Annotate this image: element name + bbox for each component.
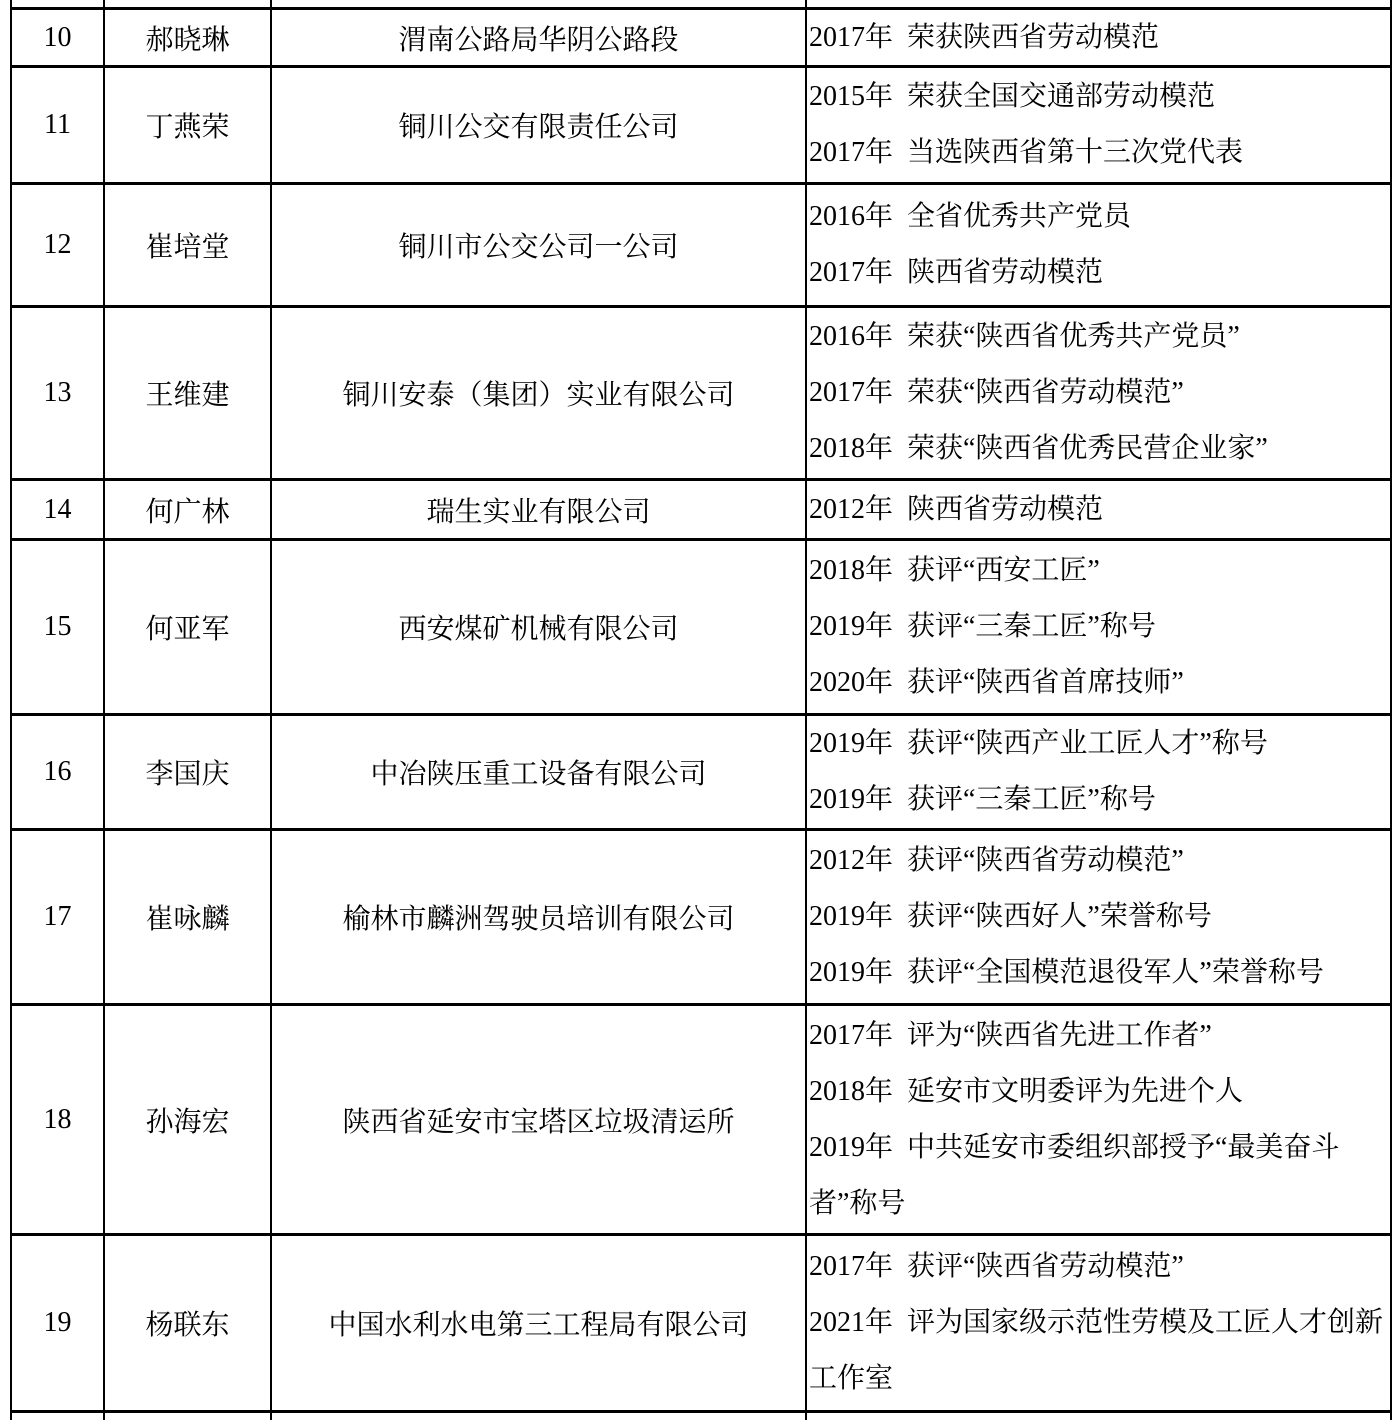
name-cell: [105, 1006, 272, 1233]
org-cell: [272, 68, 807, 182]
row-number-cell: [12, 185, 105, 305]
org-cell: [272, 1413, 807, 1420]
org-cell: [272, 481, 807, 538]
row-number: 12: [43, 229, 72, 260]
org-cell: [272, 716, 807, 828]
row-number: 10: [43, 21, 72, 53]
person-name: 王维建: [145, 380, 230, 411]
row-number: 14: [43, 493, 72, 525]
name-cell: [105, 68, 272, 182]
name-cell: [105, 10, 272, 65]
org-name: 陕西省延安市宝塔区垃圾清运所: [342, 1106, 735, 1138]
org-cell: [272, 185, 807, 305]
honor-line: 2017年 当选陕西省第十三次党代表: [809, 137, 1244, 168]
org-cell: [272, 1006, 807, 1233]
row-number-cell: [12, 481, 105, 538]
row-number-cell: [12, 831, 105, 1003]
person-name: 何广林: [145, 496, 230, 528]
row-number-cell: [12, 68, 105, 182]
org-name: 中冶陕压重工设备有限公司: [370, 759, 707, 790]
honor-line: 2018年 延安市文明委评为先进个人: [809, 1075, 1244, 1107]
honor-line: 2015年 荣获全国交通部劳动模范: [809, 81, 1216, 112]
honor-roster-table: [10, 0, 1392, 1420]
row-number-cell: [12, 0, 105, 7]
table-row: [12, 182, 1390, 305]
org-cell: [272, 831, 807, 1003]
org-cell: [272, 308, 807, 478]
honor-line: 2016年 全省优秀共产党员: [809, 201, 1132, 232]
row-number-cell: [12, 1006, 105, 1233]
row-number: 15: [43, 611, 72, 642]
honors-cell: [807, 10, 1390, 65]
table-row: [12, 713, 1390, 828]
person-name: 李国庆: [145, 759, 230, 790]
honor-line: 2021年 评为国家级示范性劳模及工匠人才创新: [809, 1307, 1384, 1338]
table-row: [12, 305, 1390, 478]
name-cell: [105, 1413, 272, 1420]
row-number: 18: [43, 1103, 72, 1135]
honors-cell: [807, 1236, 1390, 1410]
person-name: 郝晓琳: [145, 24, 230, 56]
org-name: 榆林市麟洲驾驶员培训有限公司: [342, 904, 735, 935]
person-name: 孙海宏: [145, 1106, 230, 1138]
honors-cell: [807, 541, 1390, 713]
honor-line: 2019年 获评“陕西产业工匠人才”称号: [809, 728, 1268, 759]
honors-cell: [807, 1413, 1390, 1420]
org-cell: [272, 1236, 807, 1410]
name-cell: [105, 716, 272, 828]
honor-line: 2017年 荣获“陕西省劳动模范”: [809, 377, 1184, 408]
honor-line: 2017年 荣获陕西省劳动模范: [809, 21, 1160, 53]
row-number-cell: [12, 716, 105, 828]
partial-row-bottom: [12, 1410, 1390, 1420]
table-row: [12, 65, 1390, 182]
org-name: 铜川安泰（集团）实业有限公司: [342, 380, 735, 411]
honor-line: 2019年 获评“全国模范退役军人”荣誉称号: [809, 957, 1324, 988]
row-number: 16: [43, 756, 72, 787]
honor-line: 2019年 获评“三秦工匠”称号: [809, 611, 1156, 642]
row-number-cell: [12, 308, 105, 478]
table-row: [12, 1003, 1390, 1233]
table-row: [12, 828, 1390, 1003]
person-name: 何亚军: [145, 614, 230, 645]
person-name: 崔培堂: [145, 232, 230, 263]
table-row: [12, 538, 1390, 713]
table-row: [12, 478, 1390, 538]
honors-cell: [807, 68, 1390, 182]
org-name: 铜川市公交公司一公司: [398, 232, 679, 263]
org-cell: [272, 0, 807, 7]
person-name: 杨联东: [145, 1310, 230, 1341]
table-row: [12, 7, 1390, 65]
honor-line: 2020年 获评“陕西省首席技师”: [809, 667, 1184, 698]
org-name: 西安煤矿机械有限公司: [398, 614, 679, 645]
row-number-cell: [12, 10, 105, 65]
row-number-cell: [12, 541, 105, 713]
honors-cell: [807, 1006, 1390, 1233]
name-cell: [105, 0, 272, 7]
partial-row-top: [12, 0, 1390, 7]
org-name: 渭南公路局华阴公路段: [398, 24, 679, 56]
name-cell: [105, 1236, 272, 1410]
honor-line: 2012年 陕西省劳动模范: [809, 493, 1104, 525]
row-number: 19: [43, 1307, 72, 1338]
org-name: 铜川公交有限责任公司: [398, 112, 679, 143]
org-name: 中国水利水电第三工程局有限公司: [328, 1310, 749, 1341]
honors-cell: [807, 716, 1390, 828]
honor-line: 2016年 荣获“陕西省优秀共产党员”: [809, 321, 1240, 352]
honor-line-wrap: 者”称号: [809, 1187, 906, 1219]
org-name: 瑞生实业有限公司: [426, 496, 651, 528]
name-cell: [105, 541, 272, 713]
honors-cell: [807, 308, 1390, 478]
org-cell: [272, 10, 807, 65]
row-number-cell: [12, 1236, 105, 1410]
row-number: 11: [44, 109, 71, 140]
honors-cell: [807, 831, 1390, 1003]
name-cell: [105, 308, 272, 478]
name-cell: [105, 185, 272, 305]
table-row: [12, 1233, 1390, 1410]
person-name: 崔咏麟: [145, 904, 230, 935]
row-number: 17: [43, 901, 72, 932]
honor-line: 2018年 荣获“陕西省优秀民营企业家”: [809, 433, 1268, 464]
honors-cell: [807, 481, 1390, 538]
honor-line: 2017年 获评“陕西省劳动模范”: [809, 1251, 1184, 1282]
name-cell: [105, 481, 272, 538]
honor-line: 2019年 获评“陕西好人”荣誉称号: [809, 901, 1212, 932]
person-name: 丁燕荣: [145, 112, 230, 143]
org-cell: [272, 541, 807, 713]
name-cell: [105, 831, 272, 1003]
row-number: 13: [43, 377, 72, 408]
honor-line: 2017年 陕西省劳动模范: [809, 257, 1104, 288]
honors-cell: [807, 0, 1390, 7]
row-number-cell: [12, 1413, 105, 1420]
honor-line: 2018年 获评“西安工匠”: [809, 555, 1100, 586]
honor-line: 2017年 评为“陕西省先进工作者”: [809, 1019, 1212, 1051]
honors-cell: [807, 185, 1390, 305]
honor-line-wrap: 工作室: [809, 1363, 894, 1394]
honor-line: 2019年 中共延安市委组织部授予“最美奋斗: [809, 1131, 1340, 1163]
honor-line: 2019年 获评“三秦工匠”称号: [809, 784, 1156, 815]
honor-line: 2012年 获评“陕西省劳动模范”: [809, 845, 1184, 876]
